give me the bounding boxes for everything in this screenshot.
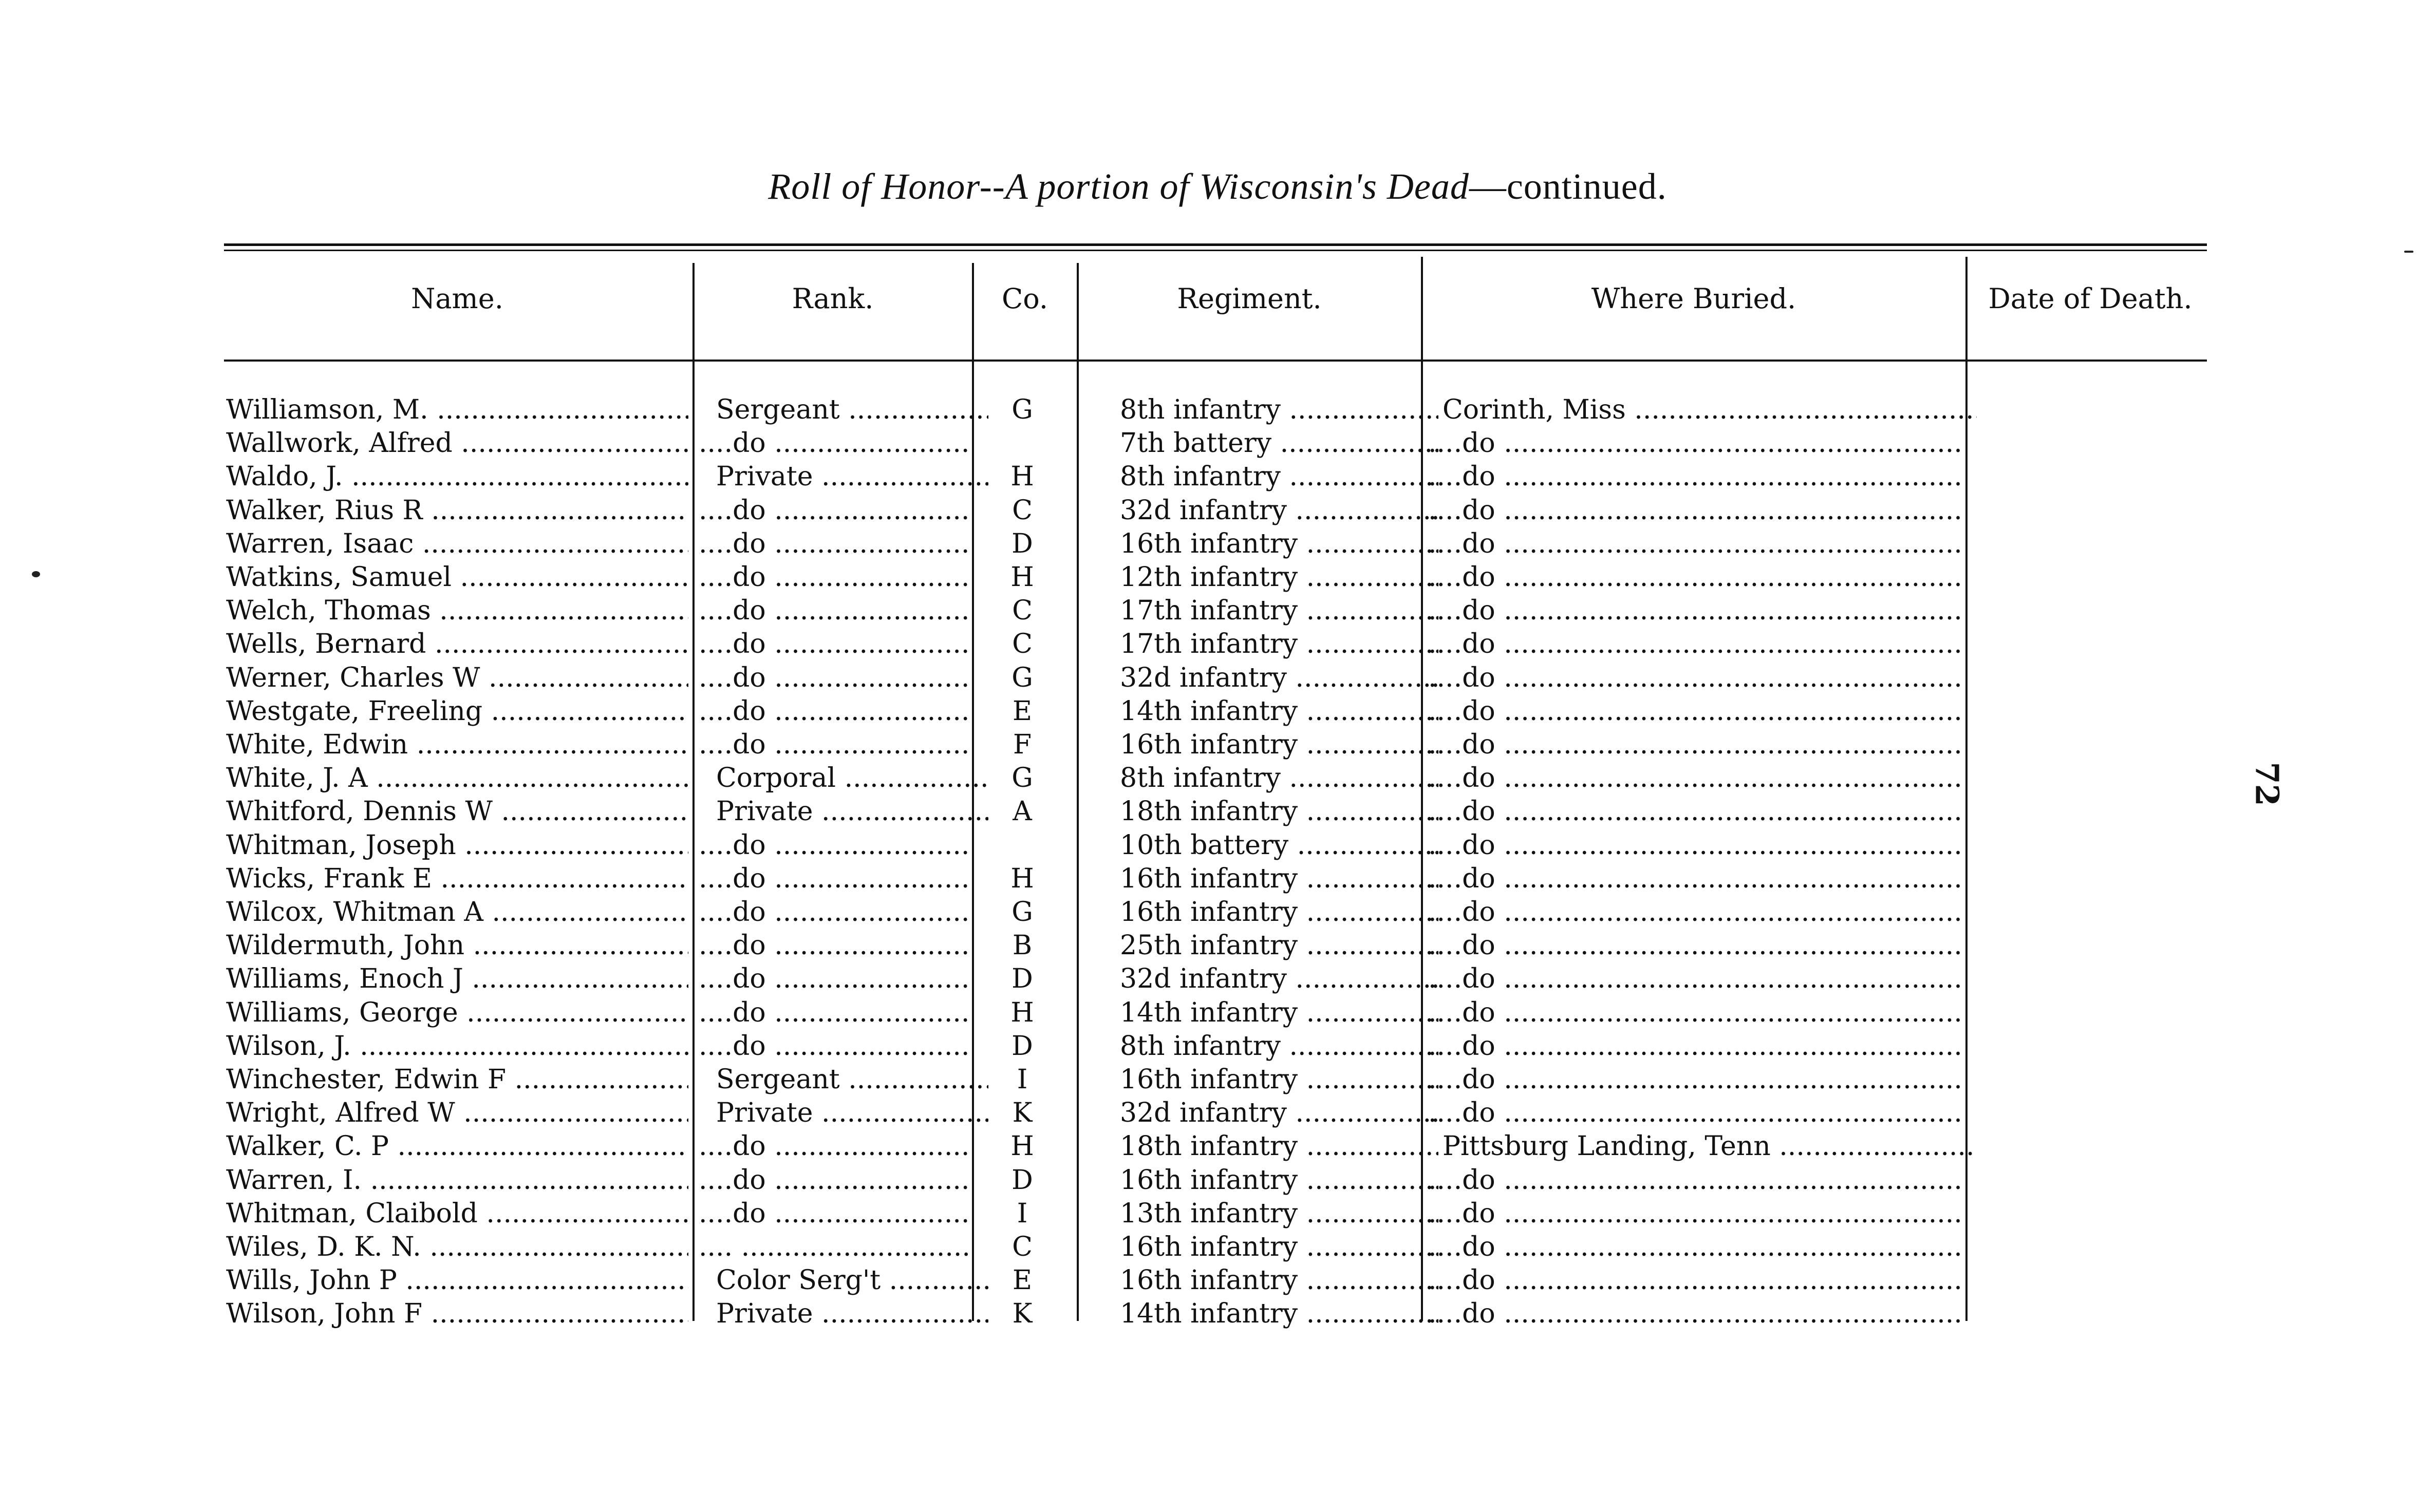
cell-company: I — [1017, 1198, 1028, 1229]
cell-regiment: 8th infantry ..... — [1099, 461, 1438, 492]
cell-name: Wells, Bernard ..... — [226, 629, 688, 659]
cell-company: H — [1010, 1131, 1034, 1162]
cell-rank: .... ..... — [699, 1232, 971, 1262]
table-row — [0, 595, 2435, 629]
cell-regiment: 16th infantry ..... — [1099, 897, 1438, 928]
cell-regiment: 16th infantry ..... — [1099, 1165, 1438, 1196]
cell-regiment: 16th infantry ..... — [1099, 528, 1438, 559]
cell-rank: ....do ..... — [699, 495, 971, 526]
cell-company: E — [1013, 1265, 1032, 1296]
table-row — [0, 763, 2435, 796]
cell-regiment: 14th infantry ..... — [1099, 696, 1438, 727]
header-name: Name. — [411, 282, 503, 315]
header-where-buried: Where Buried. — [1591, 282, 1796, 315]
cell-company: C — [1012, 629, 1033, 660]
cell-name: Walker, C. P ..... — [226, 1131, 688, 1162]
cell-company: D — [1012, 528, 1033, 559]
cell-company: D — [1012, 1164, 1033, 1196]
table-row — [0, 394, 2435, 428]
cell-rank: Sergeant ..... — [699, 1064, 988, 1095]
top-rule-2 — [224, 250, 2207, 251]
cell-where-buried: ....do ..... — [1428, 428, 1962, 459]
cell-where-buried: ....do ..... — [1428, 1165, 1962, 1196]
cell-rank: ....do ..... — [699, 595, 971, 626]
cell-name: Winchester, Edwin F ..... — [226, 1064, 688, 1095]
cell-where-buried: ....do ..... — [1428, 763, 1962, 793]
cell-regiment: 16th infantry ..... — [1099, 1265, 1438, 1296]
table-row — [0, 997, 2435, 1031]
cell-company: C — [1012, 1232, 1033, 1262]
cell-rank: Private ..... — [699, 1298, 988, 1329]
cell-where-buried: ....do ..... — [1428, 1198, 1962, 1229]
cell-name: Wicks, Frank E ..... — [226, 863, 688, 894]
cell-regiment: 13th infantry ..... — [1099, 1198, 1438, 1229]
cell-regiment: 16th infantry ..... — [1099, 1232, 1438, 1262]
cell-name: Whitford, Dennis W ..... — [226, 796, 688, 827]
cell-where-buried: ....do ..... — [1428, 997, 1962, 1028]
page-title — [0, 165, 2435, 208]
cell-where-buried: Corinth, Miss ..... — [1428, 394, 1977, 425]
cell-company: K — [1012, 1098, 1033, 1129]
cell-company: D — [1012, 963, 1033, 995]
cell-name: Whitman, Joseph ..... — [226, 830, 688, 861]
cell-rank: ....do ..... — [699, 830, 971, 861]
cell-rank: ....do ..... — [699, 897, 971, 928]
cell-company: E — [1013, 695, 1032, 727]
cell-regiment: 8th infantry ..... — [1099, 763, 1438, 793]
cell-rank: ....do ..... — [699, 1198, 971, 1229]
table-row — [0, 897, 2435, 930]
cell-regiment: 17th infantry ..... — [1099, 595, 1438, 626]
cell-rank: ....do ..... — [699, 1131, 971, 1162]
cell-regiment: 16th infantry ..... — [1099, 1064, 1438, 1095]
cell-name: Williams, Enoch J ..... — [226, 963, 688, 994]
table-row — [0, 1031, 2435, 1064]
table-row — [0, 1064, 2435, 1098]
cell-rank: ....do ..... — [699, 562, 971, 593]
cell-rank: ....do ..... — [699, 1031, 971, 1062]
cell-rank: Sergeant ..... — [699, 394, 988, 425]
table-row — [0, 428, 2435, 461]
cell-name: Wilson, J. ..... — [226, 1031, 688, 1062]
cell-company: G — [1012, 763, 1033, 794]
cell-rank: ....do ..... — [699, 428, 971, 459]
cell-where-buried: ....do ..... — [1428, 1265, 1962, 1296]
cell-name: Walker, Rius R ..... — [226, 495, 688, 526]
cell-where-buried: ....do ..... — [1428, 1298, 1962, 1329]
table-row — [0, 930, 2435, 963]
table-row — [0, 495, 2435, 528]
cell-rank: ....do ..... — [699, 863, 971, 894]
cell-where-buried: ....do ..... — [1428, 930, 1962, 961]
cell-name: White, J. A ..... — [226, 763, 688, 793]
table-row — [0, 1265, 2435, 1298]
cell-name: Wallwork, Alfred ..... — [226, 428, 688, 459]
title-continued: —continued. — [1469, 166, 1667, 207]
cell-regiment: 18th infantry ..... — [1099, 1131, 1438, 1162]
table-row — [0, 1165, 2435, 1198]
header-date-of-death: Date of Death. — [1988, 282, 2193, 315]
title-italic: Roll of Honor--A portion of Wisconsin's Dead — [768, 166, 1469, 207]
cell-rank: Private ..... — [699, 1098, 988, 1128]
cell-name: Wilcox, Whitman A ..... — [226, 897, 688, 928]
cell-company: H — [1010, 997, 1034, 1028]
table-row — [0, 528, 2435, 562]
cell-name: Williams, George ..... — [226, 997, 688, 1028]
table-row — [0, 963, 2435, 997]
table-row — [0, 663, 2435, 696]
cell-name: Watkins, Samuel ..... — [226, 562, 688, 593]
cell-company: A — [1013, 796, 1032, 827]
cell-rank: ....do ..... — [699, 696, 971, 727]
cell-where-buried: ....do ..... — [1428, 729, 1962, 760]
print-speck — [2404, 251, 2413, 253]
table-row — [0, 1198, 2435, 1232]
cell-name: Waldo, J. ..... — [226, 461, 688, 492]
cell-company: F — [1013, 729, 1032, 760]
cell-regiment: 32d infantry ..... — [1099, 663, 1438, 693]
cell-company: I — [1017, 1064, 1028, 1095]
cell-name: Warren, Isaac ..... — [226, 528, 688, 559]
cell-name: Whitman, Claibold ..... — [226, 1198, 688, 1229]
cell-name: Wright, Alfred W ..... — [226, 1098, 688, 1128]
table-row — [0, 1298, 2435, 1332]
cell-company: H — [1010, 863, 1034, 894]
cell-name: Williamson, M. ..... — [226, 394, 688, 425]
cell-regiment: 32d infantry ..... — [1099, 495, 1438, 526]
cell-where-buried: ....do ..... — [1428, 595, 1962, 626]
cell-where-buried: ....do ..... — [1428, 528, 1962, 559]
cell-where-buried: ....do ..... — [1428, 1031, 1962, 1062]
cell-where-buried: ....do ..... — [1428, 495, 1962, 526]
cell-rank: Corporal ..... — [699, 763, 988, 793]
cell-where-buried: Pittsburg Landing, Tenn ..... — [1428, 1131, 1977, 1162]
cell-regiment: 14th infantry ..... — [1099, 1298, 1438, 1329]
cell-name: White, Edwin ..... — [226, 729, 688, 760]
cell-where-buried: ....do ..... — [1428, 897, 1962, 928]
cell-company: K — [1012, 1298, 1033, 1330]
cell-company: G — [1012, 897, 1033, 928]
print-speck — [32, 571, 40, 577]
cell-name: Warren, I. ..... — [226, 1165, 688, 1196]
cell-rank: ....do ..... — [699, 930, 971, 961]
header-rank: Rank. — [792, 282, 874, 315]
cell-regiment: 16th infantry ..... — [1099, 863, 1438, 894]
cell-regiment: 7th battery ..... — [1099, 428, 1438, 459]
cell-regiment: 32d infantry ..... — [1099, 963, 1438, 994]
cell-regiment: 8th infantry ..... — [1099, 394, 1438, 425]
cell-rank: ....do ..... — [699, 663, 971, 693]
cell-where-buried: ....do ..... — [1428, 963, 1962, 994]
cell-company: G — [1012, 394, 1033, 425]
cell-rank: ....do ..... — [699, 729, 971, 760]
cell-where-buried: ....do ..... — [1428, 461, 1962, 492]
table-row — [0, 461, 2435, 495]
cell-company: H — [1010, 562, 1034, 593]
table-row — [0, 1131, 2435, 1164]
header-bottom-rule — [224, 360, 2207, 362]
table-row — [0, 629, 2435, 662]
cell-company: H — [1010, 461, 1034, 493]
cell-regiment: 8th infantry ..... — [1099, 1031, 1438, 1062]
cell-company: C — [1012, 595, 1033, 627]
cell-regiment: 17th infantry ..... — [1099, 629, 1438, 659]
cell-where-buried: ....do ..... — [1428, 1064, 1962, 1095]
cell-name: Wildermuth, John ..... — [226, 930, 688, 961]
cell-regiment: 16th infantry ..... — [1099, 729, 1438, 760]
header-regiment: Regiment. — [1177, 282, 1322, 315]
cell-rank: Private ..... — [699, 461, 988, 492]
table-row — [0, 696, 2435, 729]
cell-name: Wills, John P ..... — [226, 1265, 688, 1296]
cell-regiment: 14th infantry ..... — [1099, 997, 1438, 1028]
cell-rank: ....do ..... — [699, 629, 971, 659]
cell-company: B — [1012, 930, 1033, 961]
table-row — [0, 562, 2435, 595]
cell-company: G — [1012, 662, 1033, 693]
header-co: Co. — [1001, 282, 1048, 315]
cell-regiment: 25th infantry ..... — [1099, 930, 1438, 961]
cell-company: C — [1012, 495, 1033, 526]
top-rule-1 — [224, 243, 2207, 246]
cell-where-buried: ....do ..... — [1428, 863, 1962, 894]
cell-where-buried: ....do ..... — [1428, 562, 1962, 593]
cell-rank: Private ..... — [699, 796, 988, 827]
cell-where-buried: ....do ..... — [1428, 830, 1962, 861]
cell-regiment: 10th battery ..... — [1099, 830, 1438, 861]
cell-rank: ....do ..... — [699, 528, 971, 559]
cell-where-buried: ....do ..... — [1428, 796, 1962, 827]
table-row — [0, 863, 2435, 897]
cell-where-buried: ....do ..... — [1428, 629, 1962, 659]
cell-regiment: 12th infantry ..... — [1099, 562, 1438, 593]
cell-company: D — [1012, 1030, 1033, 1062]
cell-rank: ....do ..... — [699, 997, 971, 1028]
cell-name: Werner, Charles W ..... — [226, 663, 688, 693]
cell-name: Wilson, John F ..... — [226, 1298, 688, 1329]
table-row — [0, 729, 2435, 763]
cell-regiment: 18th infantry ..... — [1099, 796, 1438, 827]
table-row — [0, 1232, 2435, 1265]
cell-regiment: 32d infantry ..... — [1099, 1098, 1438, 1128]
cell-rank: ....do ..... — [699, 963, 971, 994]
table-row — [0, 796, 2435, 829]
cell-where-buried: ....do ..... — [1428, 1098, 1962, 1128]
cell-name: Westgate, Freeling ..... — [226, 696, 688, 727]
table-row — [0, 830, 2435, 863]
cell-where-buried: ....do ..... — [1428, 1232, 1962, 1262]
table-row — [0, 1098, 2435, 1131]
cell-rank: ....do ..... — [699, 1165, 971, 1196]
cell-where-buried: ....do ..... — [1428, 696, 1962, 727]
cell-name: Welch, Thomas ..... — [226, 595, 688, 626]
page-number: 72 — [2248, 762, 2286, 806]
cell-name: Wiles, D. K. N. ..... — [226, 1232, 688, 1262]
cell-rank: Color Serg't ..... — [699, 1265, 988, 1296]
cell-where-buried: ....do ..... — [1428, 663, 1962, 693]
